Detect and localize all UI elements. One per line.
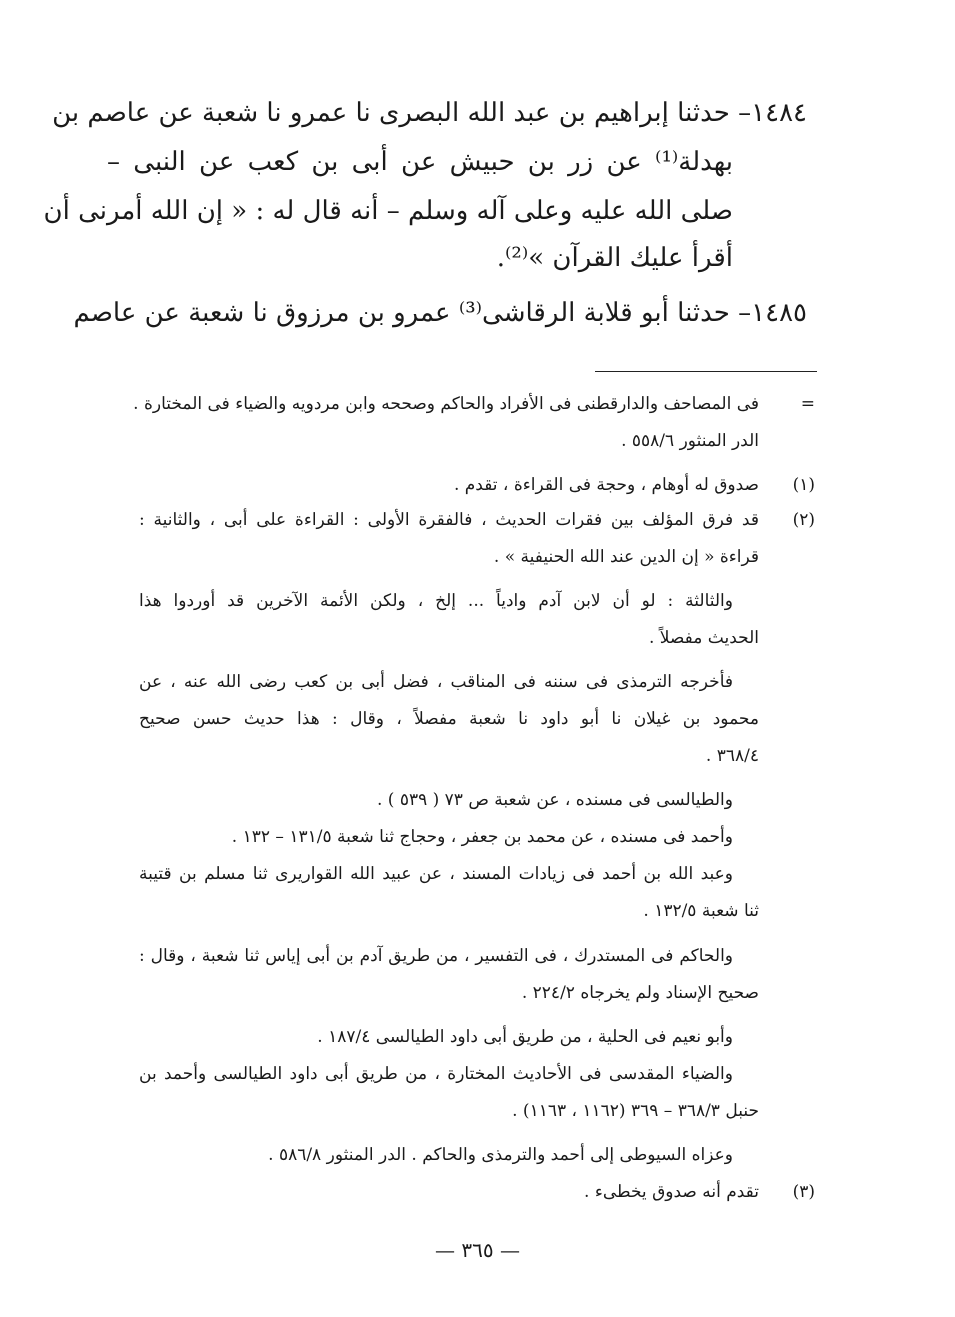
footnote-1-number: (١) — [792, 475, 815, 495]
footnote-2-line-8: والطيالسى فى مسنده ، عن شعبة ص ٧٣ ( ٥٣٩ ) . — [376, 790, 733, 810]
footnote-2-line-2: قراءة « إن الدين عند الله الحنيفية » . — [493, 547, 759, 567]
footnote-2-line-17: وعزاه السيوطى إلى أحمد والترمذى والحاكم . الدر المنثور ٥٨٦/٨ . — [268, 1145, 733, 1165]
footnote-2-line-12: والحاكم فى المستدرك ، فى التفسير ، من طريق آدم بن أبى إياس ثنا شعبة ، وقال : — [139, 946, 733, 966]
footnote-1-text: صدوق له أوهام ، وحجة فى القراءة ، تقدم . — [453, 475, 759, 495]
footnote-3-number: (٣) — [792, 1182, 815, 1202]
footnote-2-line-6: محمود بن غيلان نا أبو داود نا شعبة مفصلاً ، وقال : هذا حديث حسن صحيح — [139, 709, 759, 729]
footnote-2-line-9: وأحمد فى مسنده ، عن محمد بن جعفر ، وحجاج ثنا شعبة ١٣١/٥ – ١٣٢ . — [231, 827, 733, 847]
footnote-2-line-13: صحيح الإسناد ولم يخرجاه ٢٢٤/٢ . — [521, 983, 759, 1003]
hadith-1484-line-1: ١٤٨٤– حدثنا إبراهيم بن عبد الله البصرى نا عمرو نا شعبة عن عاصم بن — [52, 98, 807, 128]
page-number: — ٣٦٥ — — [435, 1238, 520, 1262]
footnote-2-line-10: وعبد الله بن أحمد فى زيادات المسند ، عن عبيد الله القواريرى ثنا مسلم بن قتيبة — [139, 864, 733, 884]
footnote-continuation-line-2: الدر المنثور ٥٥٨/٦ . — [621, 431, 759, 451]
hadith-1484-line-2: بهدلة⁽¹⁾ عن زر بن حبيش عن أبى بن كعب عن النبى – — [107, 147, 733, 177]
footnote-2-line-14: وأبو نعيم فى الحلية ، من طريق أبى داود الطيالسى ١٨٧/٤ . — [317, 1027, 733, 1047]
footnote-2-line-11: ثنا شعبة ١٣٢/٥ . — [643, 901, 759, 921]
hadith-1484-line-3: صلى الله عليه وعلى آله وسلم – أنه قال له : « إن الله أمرنى أن — [43, 196, 733, 226]
footnote-continuation-line-1: فى المصاحف والدارقطنى فى الأفراد والحاكم وصححه وابن مردويه والضياء فى المختارة . — [133, 394, 759, 414]
footnote-2-line-16: حنبل ٣٦٨/٣ – ٣٦٩ (١١٦٢ ، ١١٦٣) . — [512, 1101, 759, 1121]
footnote-2-line-4: الحديث مفصلاً . — [648, 628, 759, 648]
hadith-1485-line-1: ١٤٨٥– حدثنا أبو قلابة الرقاشى⁽³⁾ عمرو بن مرزوق نا شعبة عن عاصم — [73, 298, 807, 328]
footnote-2-line-5: فأخرجه الترمذى فى سننه فى المناقب ، فضل أبى بن كعب رضى الله عنه ، عن — [139, 672, 733, 692]
hadith-1484-line-4: أقرأ عليك القرآن »⁽²⁾. — [496, 243, 733, 273]
footnote-2-line-1: قد فرق المؤلف بين فقرات الحديث ، فالفقرة الأولى : القراءة على أبى ، والثانية : — [139, 510, 759, 530]
footnote-continuation-mark: = — [800, 394, 815, 414]
footnote-2-line-7: ٣٦٨/٤ . — [705, 746, 759, 766]
footnote-2-line-15: والضياء المقدسى فى الأحاديث المختارة ، من طريق أبى داود الطيالسى وأحمد بن — [139, 1064, 733, 1084]
footnote-2-line-3: والثالثة : لو أن لابن آدم وادياً ... إلخ ، ولكن الأئمة الآخرين قد أوردوا هذا — [139, 591, 733, 611]
footnote-3-text: تقدم أنه صدوق يخطىء . — [584, 1182, 759, 1202]
footnote-2-number: (٢) — [792, 510, 815, 530]
footnote-separator — [595, 371, 817, 372]
